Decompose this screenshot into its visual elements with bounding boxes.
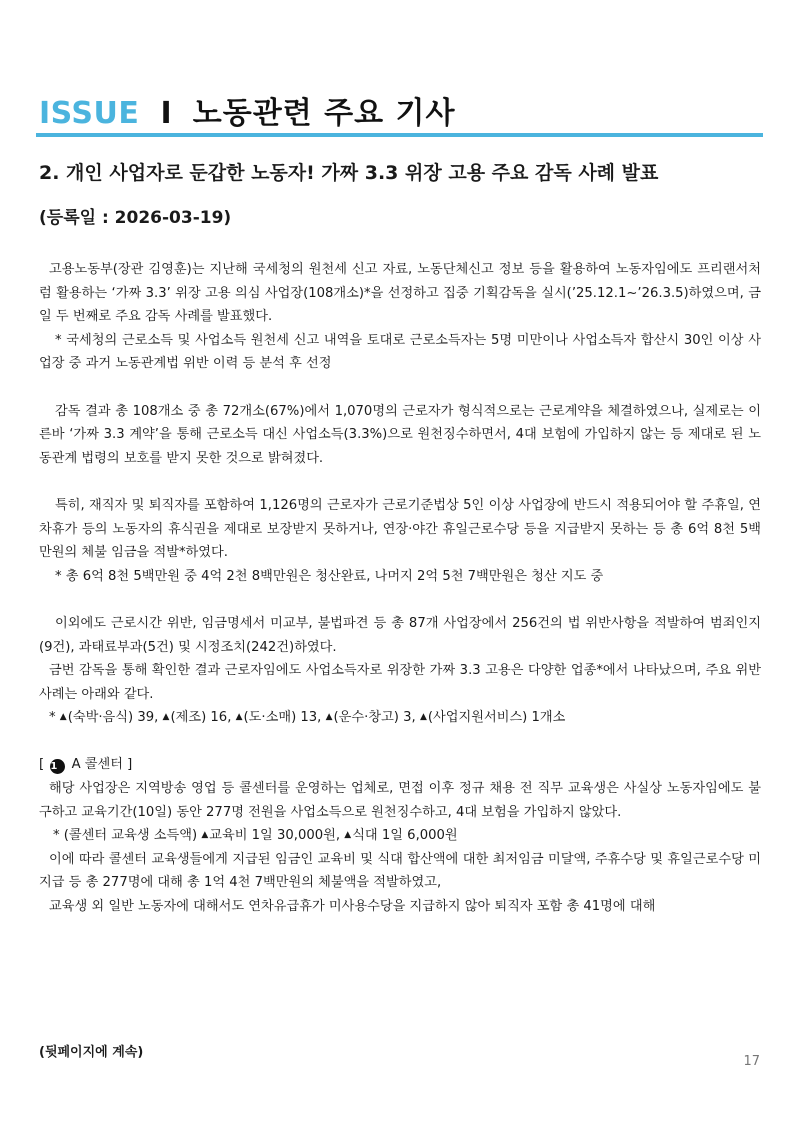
triangle-bullet-icon: ▲ [235,712,243,723]
industry-item: (사업지원서비스) 1개소 [427,710,566,726]
footnote: * 총 6억 8천 5백만원 중 4억 2천 8백만원은 청산완료, 나머지 2억 5천 7백만원은 청산 지도 중 [55,568,604,584]
industry-item: (도·소매) 13, [243,710,322,726]
triangle-bullet-icon: ▲ [325,712,333,723]
paragraph: 교육생 외 일반 노동자에 대해서도 연차유급휴가 미사용수당을 지급하지 않아 퇴직자 포함 총 41명에 대해 [49,899,656,915]
case-label: A 콜센터 ] [71,757,133,773]
paragraph: 해당 사업장은 지역방송 영업 등 콜센터를 운영하는 업체로, 면접 이후 정규 채용 전 직무 교육생은 사실상 노동자임에도 불구하고 교육기간(10일) 동안 277명 전원을 사업소득으로 원천징수하고, 4대 보험을 가입하지 않았다. [39,781,761,820]
continued-note: (뒷페이지에 계속) [39,1045,144,1060]
triangle-bullet-icon: ▲ [201,830,209,841]
case-number-badge: 1 [50,759,65,774]
section-title: 노동관련 주요 기사 [192,96,456,131]
footnote-marker: * [49,710,56,726]
paragraph: 이에 따라 콜센터 교육생들에게 지급된 임금인 교육비 및 식대 합산액에 대한 최저임금 미달액, 주휴수당 및 휴일근로수당 미지급 등 총 277명에 대해 총 1억 4천 7백만원의 체불액을 적발하였고, [39,851,761,891]
page-number: 17 [743,1054,760,1069]
triangle-bullet-icon: ▲ [344,830,352,841]
income-footnote [39,824,761,848]
industry-footnote [39,706,761,730]
triangle-bullet-icon: ▲ [59,712,67,723]
paragraph: 고용노동부(장관 김영훈)는 지난해 국세청의 원천세 신고 자료, 노동단체신고 정보 등을 활용하여 노동자임에도 프리랜서처럼 활용하는 ‘가짜 3.3’ 위장 고용 의심 사업장(108개소)*을 선정하고 집중 기획감독을 실시(’25.12.1~’26.3.5)하였으며, 금일 두 번째로 주요 감독 사례를 발표했다. [39,262,761,325]
income-item: 식대 1일 6,000원 [352,828,458,844]
case-heading: [ 1 A 콜센터 ] [39,757,133,773]
header-rule [36,133,763,137]
header-divider: I [160,96,172,131]
section-header [39,88,759,130]
industry-item: (제조) 16, [170,710,232,726]
article-body [39,258,761,919]
paragraph: 이외에도 근로시간 위반, 임금명세서 미교부, 불법파견 등 총 87개 사업장에서 256건의 법 위반사항을 적발하여 범죄인지(9건), 과태료부과(5건) 및 시정조치(242건)하였다. [39,615,761,655]
footnote: * 국세청의 근로소득 및 사업소득 원천세 신고 내역을 토대로 근로소득자는 5명 미만이나 사업소득자 합산시 30인 이상 사업장 중 과거 노동관계법 위반 이력 등 분석 후 선정 [39,332,761,372]
paragraph: 감독 결과 총 108개소 중 총 72개소(67%)에서 1,070명의 근로자가 형식적으로는 근로계약을 체결하였으나, 실제로는 이른바 ‘가짜 3.3 계약’을 통해 근로소득 대신 사업소득(3.3%)으로 원천징수하면서, 4대 보험에 가입하지 않는 등 제대로 된 노동관계 법령의 보호를 받지 못한 것으로 밝혀졌다. [39,403,761,466]
article-date: (등록일 : 2026-03-19) [39,208,232,228]
income-item: 교육비 1일 30,000원, [209,828,341,844]
triangle-bullet-icon: ▲ [162,712,170,723]
paragraph: 특히, 재직자 및 퇴직자를 포함하여 1,126명의 근로자가 근로기준법상 5인 이상 사업장에 반드시 적용되어야 할 주휴일, 연차휴가 등의 노동자의 휴식권을 제대로 보장받지 못하거나, 연장·야간 휴일근로수당 등을 지급받지 못하는 등 총 6억 8천 5백만원의 체불 임금을 적발*하였다. [39,497,761,561]
paragraph: 금번 감독을 통해 확인한 결과 근로자임에도 사업소득자로 위장한 가짜 3.3 고용은 다양한 업종*에서 나타났으며, 주요 위반 사례는 아래와 같다. [39,663,761,702]
footnote-prefix: * (콜센터 교육생 소득액) [53,828,198,844]
issue-label: ISSUE [39,96,140,131]
industry-item: (숙박·음식) 39, [67,710,159,726]
industry-item: (운수·창고) 3, [333,710,416,726]
triangle-bullet-icon: ▲ [419,712,427,723]
article-title: 2. 개인 사업자로 둔갑한 노동자! 가짜 3.3 위장 고용 주요 감독 사례 발표 [39,162,659,184]
